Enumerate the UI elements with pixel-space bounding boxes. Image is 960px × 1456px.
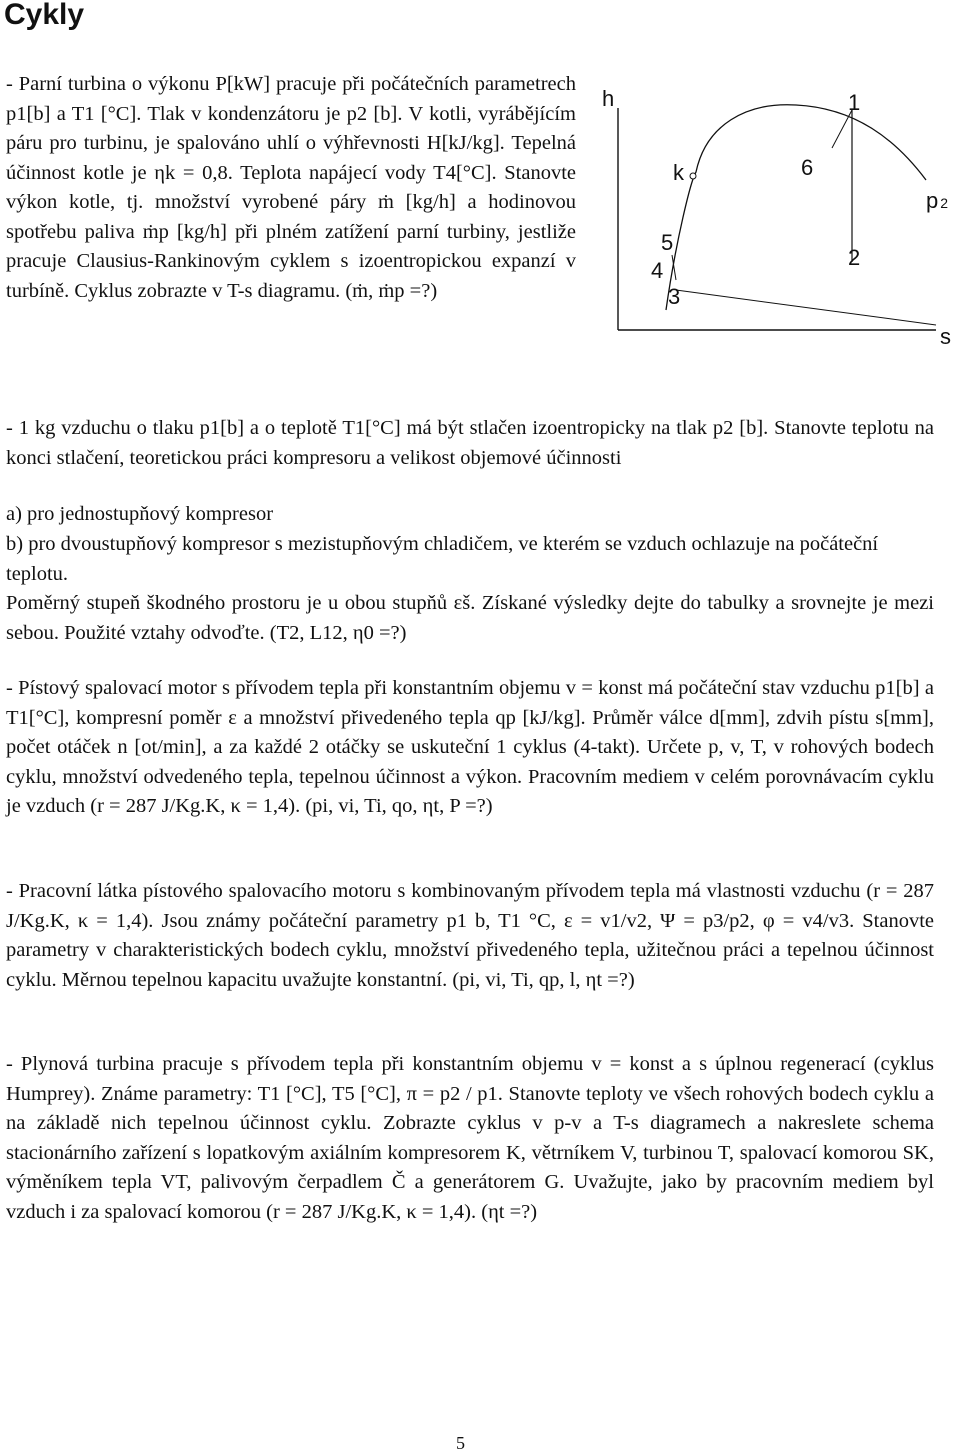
- h-s-diagram: [596, 80, 960, 360]
- problem-2-tail: Poměrný stupeň škodného prostoru je u obou stupňů εš. Získané výsledky dejte do tabulky a srovnejte je mezi sebou. Použité vztahy odvoďte. (T2, L12, η0 =?): [6, 592, 934, 644]
- point-label-k: k: [673, 160, 684, 185]
- problem-5-text: - Plynová turbina pracuje s přívodem tepla při konstantním objemu v = konst a s úplnou regenerací (cyklus Humprey). Známe parametry: T1 [°C], T5 [°C], π = p2 / p1. Stanovte teploty ve všech rohových bodech cyklu a na základě nich tepelnou účinnost cyklu. Zobrazte cyklus v p-v a T-s diagramech a nakreslete schema stacionárního zařízení s lopatkovým axiálním kompresorem K, větrníkem V, turbinou T, spalovací komorou SK, výměníkem tepla VT, palivovým čerpadlem Č a generátorem G. Uvažujte, jako by pracovním mediem byl vzduch i za spalovací komorou (r = 287 J/Kg.K, κ = 1,4). (ηt =?): [6, 1053, 934, 1223]
- axis-label-h: h: [602, 86, 615, 111]
- problem-2-item-b: b) pro dvoustupňový kompresor s mezistupňovým chladičem, ve kterém se vzduch ochlazuje na počáteční teplotu.: [6, 533, 879, 585]
- problem-4-text: - Pracovní látka pístového spalovacího motoru s kombinovaným přívodem tepla má vlastnosti vzduchu (r = 287 J/Kg.K, κ = 1,4). Jsou známy počáteční parametry p1 b, T1 °C, ε = v1/v2, Ψ = p3/p2, φ = v4/v3. Stanovte parametry v charakteristických bodech cyklu, množství přivedeného tepla, užitečnou práci a tepelnou účinnost cyklu. Měrnou tepelnou kapacitu uvažujte konstantní. (pi, vi, Ti, qp, l, ηt =?): [6, 880, 934, 991]
- pressure-label-p: p: [926, 188, 939, 213]
- heating-line: [832, 110, 852, 148]
- problem-2-item-a: a) pro jednostupňový kompresor: [6, 503, 274, 525]
- problem-1-text: - Parní turbina o výkonu P[kW] pracuje při počátečních parametrech p1[b] a T1 [°C]. Tlak v kondenzátoru je p2 [b]. V kotli, vyrábějícím páru pro turbinu, je spalováno uhlí o výhřevnosti H[kJ/kg]. Tepelná účinnost kotle je ηk = 0,8. Teplota napájecí vody T4[°C]. Stanovte výkon kotle, tj. množství vyrobené páry ṁ [kg/h] a hodinovou spotřebu paliva ṁp [kg/h] při plném zatížení parní turbiny, jestliže pracuje Clausius-Rankinovým cyklem s izoentropickou expanzí v turbíně. Cyklus zobrazte v T-s diagramu. (ṁ, ṁp =?): [6, 73, 576, 302]
- problem-3-text: - Pístový spalovací motor s přívodem tepla při konstantním objemu v = konst má počáteční stav vzduchu p1[b] a T1[°C], kompresní poměr ε a množství přivedeného tepla qp [kJ/kg]. Průměr válce d[mm], zdvih pístu s[mm], počet otáček n [ot/min], a za každé 2 otáčky se uskuteční 1 cyklus (4-takt). Určete p, v, T, v rohových bodech cyklu, množství odvedeného tepla, tepelnou účinnost a výkon. Pracovním mediem v celém porovnávacím cyklu je vzduch (r = 287 J/Kg.K, κ = 1,4). (pi, vi, Ti, qo, ηt, P =?): [6, 677, 934, 817]
- pressure-label: [926, 188, 948, 213]
- point-label-5: 5: [661, 230, 674, 255]
- isobar-line: [676, 290, 936, 325]
- problem-2-text: - 1 kg vzduchu o tlaku p1[b] a o teplotě T1[°C] má být stlačen izoentropicky na tlak p2 [b]. Stanovte teplotu na konci stlačení, teoretickou práci kompresoru a velikost objemové účinnosti: [6, 417, 934, 469]
- saturation-curve: [666, 105, 926, 310]
- critical-point-marker: [690, 173, 696, 179]
- page-number: 5: [456, 1433, 465, 1453]
- point-label-2: 2: [848, 245, 861, 270]
- pressure-label-sub: 2: [940, 195, 949, 211]
- point-label-1: 1: [848, 90, 861, 115]
- axis-label-s: s: [940, 324, 951, 349]
- point-label-6: 6: [801, 155, 814, 180]
- point-label-4: 4: [651, 258, 664, 283]
- page-title: Cykly: [4, 0, 85, 31]
- point-label-3: 3: [668, 284, 681, 309]
